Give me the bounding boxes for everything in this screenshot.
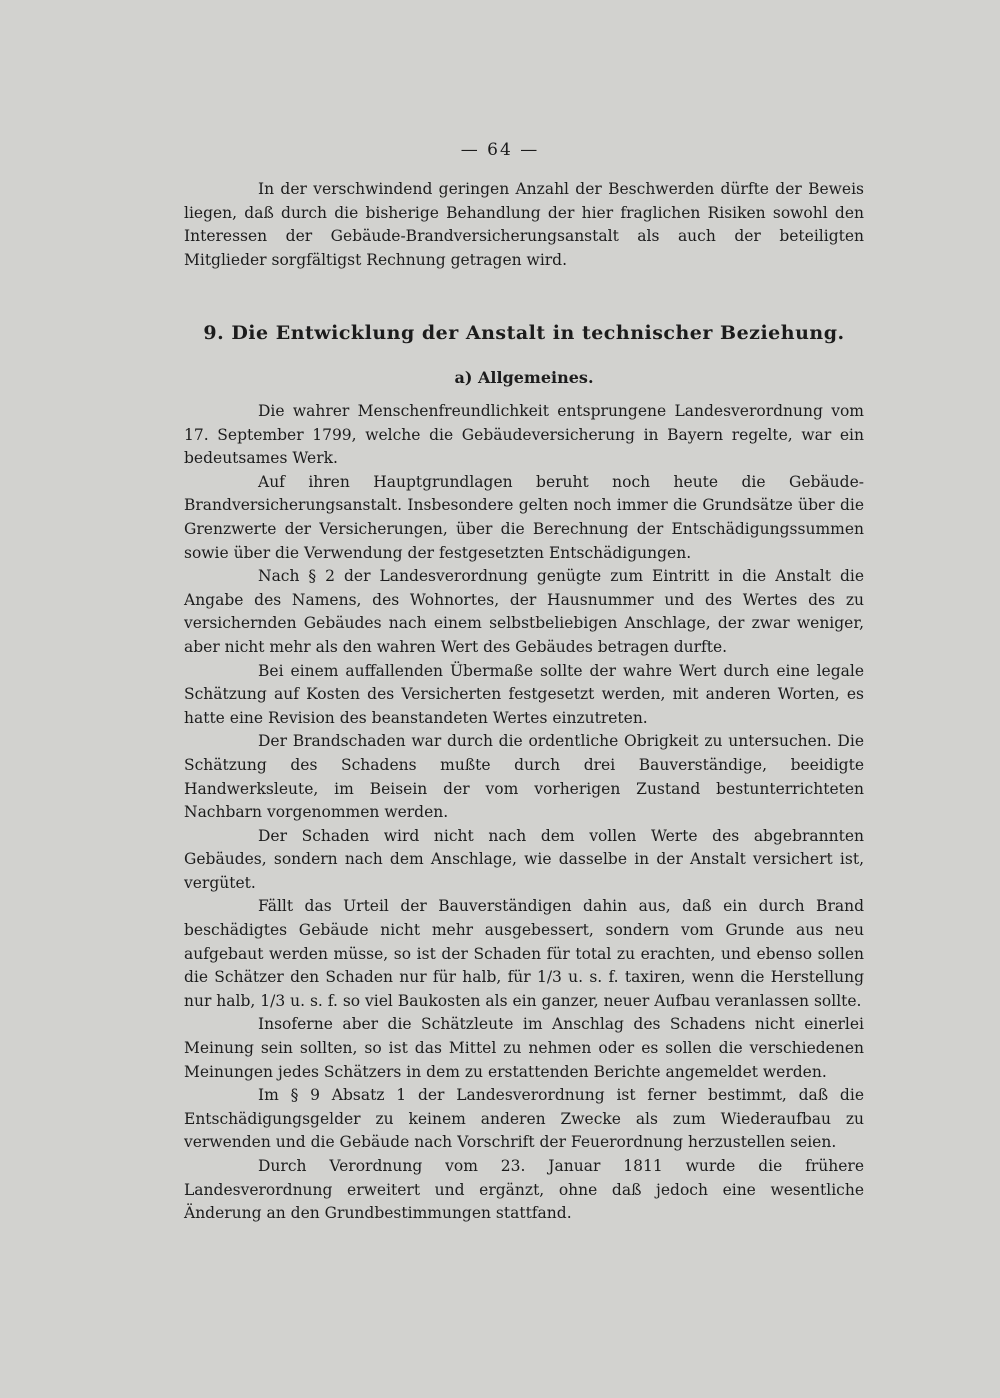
paragraph: Auf ihren Hauptgrundlagen beruht noch heute die Gebäude-Brandversicherungsanstalt. Insbesondere gelten noch immer die Grundsätze über die Grenzwerte der Versicherungen, über die Berechnung der Entschädigungssummen sowie über die Verwendung der festgesetzten Entschädigungen. (184, 472, 864, 562)
paragraph: Fällt das Urteil der Bauverständigen dahin aus, daß ein durch Brand beschädigtes Gebäude nicht mehr ausgebessert, sondern vom Grunde aus neu aufgebaut werden müsse, so ist der Schaden für total zu erachten, und ebenso sollen die Schätzer den Schaden nur für halb, für 1/3 u. s. f. taxiren, wenn die Herstellung nur halb, 1/3 u. s. f. so viel Baukosten als ein ganzer, neuer Aufbau veranlassen sollte. (184, 897, 864, 1010)
subheading: a) Allgemeines. (454, 368, 594, 387)
page-number: — 64 — (460, 140, 540, 160)
paragraph: Die wahrer Menschenfreundlichkeit entsprungene Landesverordnung vom 17. September 1799, welche die Gebäudeversicherung in Bayern regelte, war ein bedeutsames Werk. (184, 402, 864, 468)
intro-block (184, 178, 864, 272)
paragraph: Bei einem auffallenden Übermaße sollte der wahre Wert durch eine legale Schätzung auf Kosten des Versicherten festgesetzt werden, mit anderen Worten, es hatte eine Revision des beanstandeten Wertes einzutreten. (184, 661, 864, 727)
body-text (184, 400, 864, 1226)
paragraph: Der Brandschaden war durch die ordentliche Obrigkeit zu untersuchen. Die Schätzung des Schadens mußte durch drei Bauverständige, beeidigte Handwerksleute, im Beisein der vom vorherigen Zustand bestunterrichteten Nachbarn vorgenommen werden. (184, 732, 864, 822)
section-heading: 9. Die Entwicklung der Anstalt in technischer Beziehung. (203, 322, 845, 344)
paragraph: Der Schaden wird nicht nach dem vollen Werte des abgebrannten Gebäudes, sondern nach dem Anschlage, wie dasselbe in der Anstalt versichert ist, vergütet. (184, 826, 864, 892)
intro-paragraph: In der verschwindend geringen Anzahl der Beschwerden dürfte der Beweis liegen, daß durch die bisherige Behandlung der hier fraglichen Risiken sowohl den Interessen der Gebäude-Brandversicherungsanstalt als auch der beteiligten Mitglieder sorgfältigst Rechnung getragen wird. (184, 180, 864, 269)
paragraph: Durch Verordnung vom 23. Januar 1811 wurde die frühere Landesverordnung erweitert und ergänzt, ohne daß jedoch eine wesentliche Änderung an den Grundbestimmungen stattfand. (184, 1157, 864, 1223)
paragraph: Nach § 2 der Landesverordnung genügte zum Eintritt in die Anstalt die Angabe des Namens, des Wohnortes, der Hausnummer und des Wertes des zu versichernden Gebäudes nach einem selbstbeliebigen Anschlage, der zwar weniger, aber nicht mehr als den wahren Wert des Gebäudes betragen durfte. (184, 567, 864, 656)
paragraph: Insoferne aber die Schätzleute im Anschlag des Schadens nicht einerlei Meinung sein sollten, so ist das Mittel zu nehmen oder es sollen die verschiedenen Meinungen jedes Schätzers in dem zu erstattenden Berichte angemeldet werden. (184, 1015, 864, 1081)
paragraph: Im § 9 Absatz 1 der Landesverordnung ist ferner bestimmt, daß die Entschädigungsgelder zu keinem anderen Zwecke als zum Wiederaufbau zu verwenden und die Gebäude nach Vorschrift der Feuerordnung herzustellen seien. (184, 1086, 864, 1152)
